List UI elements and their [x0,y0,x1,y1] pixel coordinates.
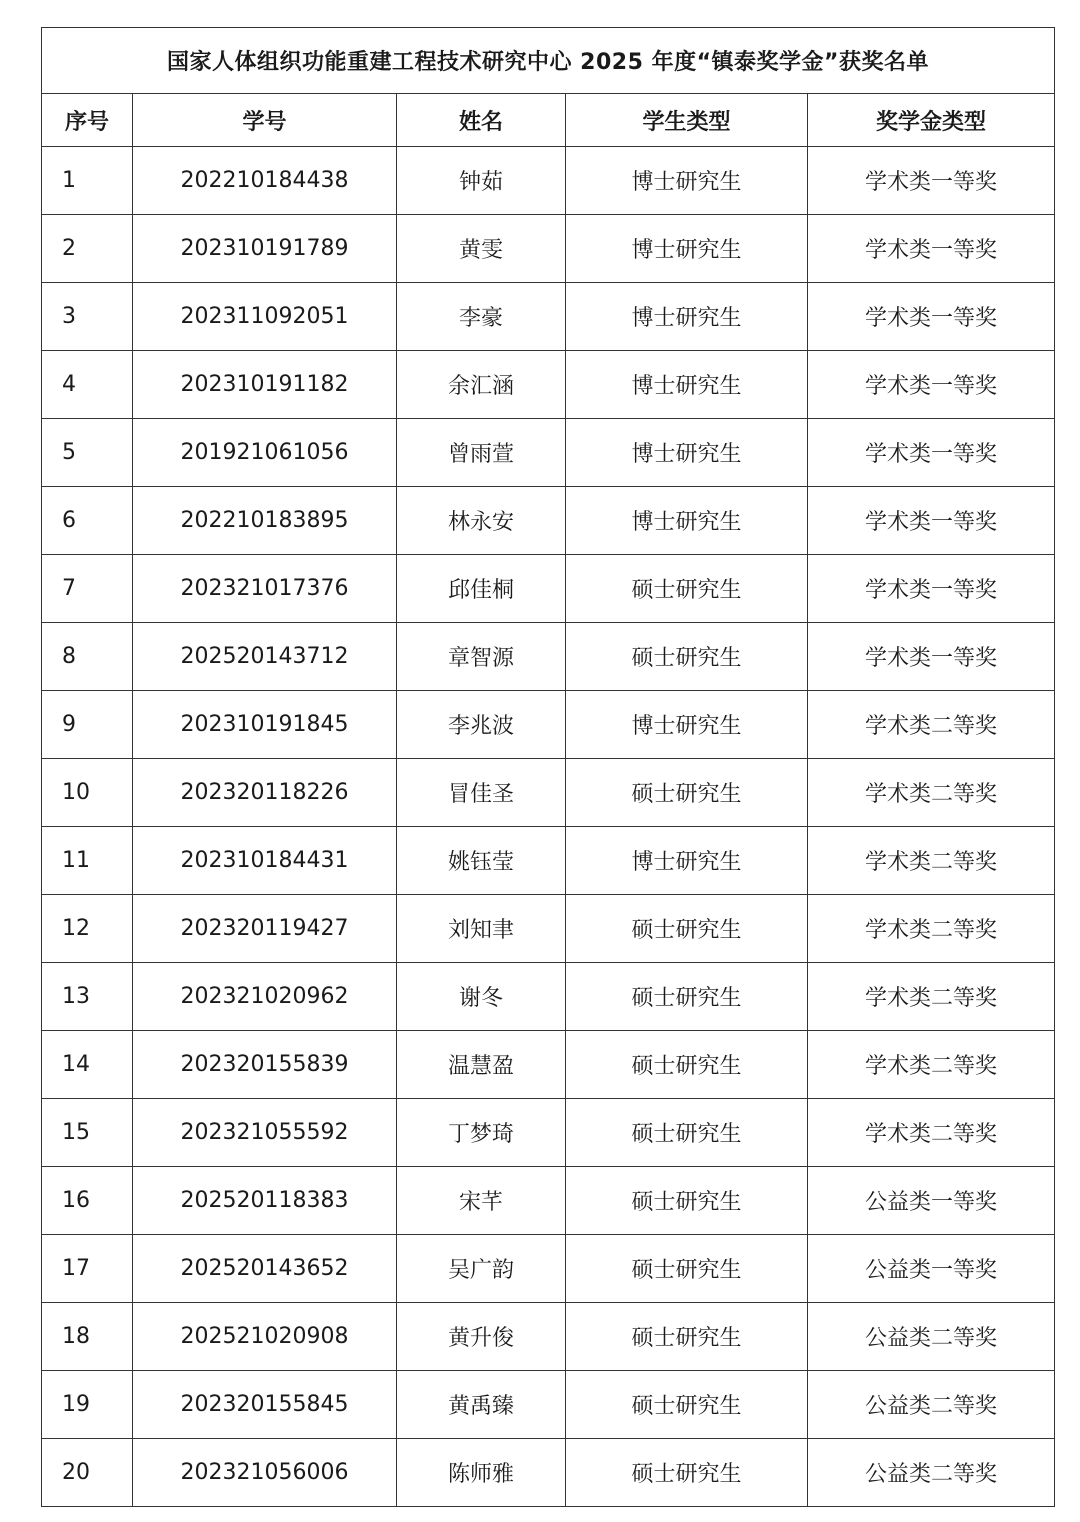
cell-name: 邱佳桐 [397,555,566,623]
cell-index: 2 [42,215,133,283]
table-row [42,1439,1055,1507]
cell-student-type: 博士研究生 [566,827,808,895]
title-row [42,28,1055,94]
table-row [42,555,1055,623]
cell-student-id: 202311092051 [133,283,397,351]
cell-student-id: 202320155845 [133,1371,397,1439]
cell-name: 林永安 [397,487,566,555]
table-row [42,691,1055,759]
cell-index: 9 [42,691,133,759]
cell-student-type: 博士研究生 [566,283,808,351]
cell-student-id: 202520143652 [133,1235,397,1303]
cell-student-id: 201921061056 [133,419,397,487]
cell-student-type: 硕士研究生 [566,1167,808,1235]
cell-index: 1 [42,147,133,215]
cell-name: 黄升俊 [397,1303,566,1371]
cell-scholarship-type: 学术类一等奖 [808,419,1055,487]
cell-scholarship-type: 学术类一等奖 [808,555,1055,623]
cell-student-id: 202321020962 [133,963,397,1031]
cell-scholarship-type: 学术类一等奖 [808,623,1055,691]
cell-student-type: 硕士研究生 [566,1099,808,1167]
cell-scholarship-type: 学术类二等奖 [808,827,1055,895]
cell-scholarship-type: 公益类二等奖 [808,1303,1055,1371]
cell-scholarship-type: 学术类一等奖 [808,283,1055,351]
cell-index: 20 [42,1439,133,1507]
cell-student-id: 202310191182 [133,351,397,419]
table-row [42,759,1055,827]
cell-name: 章智源 [397,623,566,691]
cell-name: 李兆波 [397,691,566,759]
cell-name: 余汇涵 [397,351,566,419]
cell-student-type: 硕士研究生 [566,623,808,691]
cell-name: 刘知聿 [397,895,566,963]
table-row [42,1371,1055,1439]
cell-name: 钟茹 [397,147,566,215]
cell-name: 温慧盈 [397,1031,566,1099]
award-list-table [41,27,1055,1507]
table-row [42,1099,1055,1167]
cell-name: 姚钰莹 [397,827,566,895]
table-body [42,147,1055,1507]
cell-student-type: 硕士研究生 [566,895,808,963]
cell-scholarship-type: 学术类二等奖 [808,691,1055,759]
cell-student-type: 博士研究生 [566,351,808,419]
cell-name: 冒佳圣 [397,759,566,827]
cell-index: 15 [42,1099,133,1167]
cell-name: 陈师雅 [397,1439,566,1507]
cell-index: 3 [42,283,133,351]
cell-student-type: 硕士研究生 [566,1031,808,1099]
cell-index: 16 [42,1167,133,1235]
cell-scholarship-type: 学术类一等奖 [808,487,1055,555]
table-row [42,147,1055,215]
cell-student-id: 202320119427 [133,895,397,963]
cell-student-id: 202321056006 [133,1439,397,1507]
cell-name: 黄禹臻 [397,1371,566,1439]
cell-index: 12 [42,895,133,963]
cell-student-type: 硕士研究生 [566,1303,808,1371]
cell-index: 14 [42,1031,133,1099]
column-header-scholarship-type: 奖学金类型 [808,94,1055,147]
cell-student-id: 202310191845 [133,691,397,759]
cell-name: 曾雨萱 [397,419,566,487]
cell-scholarship-type: 学术类二等奖 [808,759,1055,827]
cell-student-id: 202310191789 [133,215,397,283]
table-row [42,827,1055,895]
cell-scholarship-type: 公益类一等奖 [808,1167,1055,1235]
table-title: 国家人体组织功能重建工程技术研究中心 2025 年度“镇泰奖学金”获奖名单 [42,28,1055,94]
table-row [42,895,1055,963]
cell-student-id: 202520143712 [133,623,397,691]
cell-student-type: 硕士研究生 [566,555,808,623]
cell-student-type: 硕士研究生 [566,759,808,827]
cell-student-id: 202321055592 [133,1099,397,1167]
cell-scholarship-type: 学术类二等奖 [808,963,1055,1031]
cell-student-type: 博士研究生 [566,147,808,215]
cell-scholarship-type: 学术类二等奖 [808,1099,1055,1167]
table-row [42,215,1055,283]
cell-student-id: 202210183895 [133,487,397,555]
cell-scholarship-type: 学术类一等奖 [808,147,1055,215]
cell-scholarship-type: 学术类二等奖 [808,895,1055,963]
table-row [42,623,1055,691]
column-header-student-id: 学号 [133,94,397,147]
cell-index: 5 [42,419,133,487]
table-row [42,963,1055,1031]
table-row [42,351,1055,419]
cell-student-type: 硕士研究生 [566,1371,808,1439]
cell-scholarship-type: 学术类一等奖 [808,351,1055,419]
cell-student-id: 202521020908 [133,1303,397,1371]
cell-student-type: 博士研究生 [566,487,808,555]
cell-student-id: 202320155839 [133,1031,397,1099]
column-header-index: 序号 [42,94,133,147]
cell-student-id: 202320118226 [133,759,397,827]
cell-index: 13 [42,963,133,1031]
cell-student-id: 202210184438 [133,147,397,215]
cell-student-type: 硕士研究生 [566,963,808,1031]
cell-name: 丁梦琦 [397,1099,566,1167]
cell-index: 10 [42,759,133,827]
cell-index: 17 [42,1235,133,1303]
cell-index: 19 [42,1371,133,1439]
cell-index: 18 [42,1303,133,1371]
cell-index: 4 [42,351,133,419]
cell-index: 6 [42,487,133,555]
table-row [42,419,1055,487]
cell-name: 黄雯 [397,215,566,283]
cell-index: 7 [42,555,133,623]
cell-student-type: 硕士研究生 [566,1439,808,1507]
cell-name: 谢冬 [397,963,566,1031]
cell-name: 李豪 [397,283,566,351]
cell-student-id: 202321017376 [133,555,397,623]
cell-scholarship-type: 学术类二等奖 [808,1031,1055,1099]
table-row [42,1235,1055,1303]
cell-student-type: 硕士研究生 [566,1235,808,1303]
cell-scholarship-type: 公益类一等奖 [808,1235,1055,1303]
cell-student-type: 博士研究生 [566,215,808,283]
cell-index: 11 [42,827,133,895]
cell-student-type: 博士研究生 [566,691,808,759]
table-row [42,1031,1055,1099]
cell-name: 宋芊 [397,1167,566,1235]
column-header-student-type: 学生类型 [566,94,808,147]
table-row [42,487,1055,555]
cell-scholarship-type: 公益类二等奖 [808,1371,1055,1439]
cell-scholarship-type: 公益类二等奖 [808,1439,1055,1507]
table-row [42,1167,1055,1235]
header-row [42,94,1055,147]
table-row [42,1303,1055,1371]
cell-student-id: 202520118383 [133,1167,397,1235]
column-header-name: 姓名 [397,94,566,147]
cell-student-type: 博士研究生 [566,419,808,487]
cell-name: 吴广韵 [397,1235,566,1303]
cell-scholarship-type: 学术类一等奖 [808,215,1055,283]
cell-index: 8 [42,623,133,691]
table-row [42,283,1055,351]
cell-student-id: 202310184431 [133,827,397,895]
